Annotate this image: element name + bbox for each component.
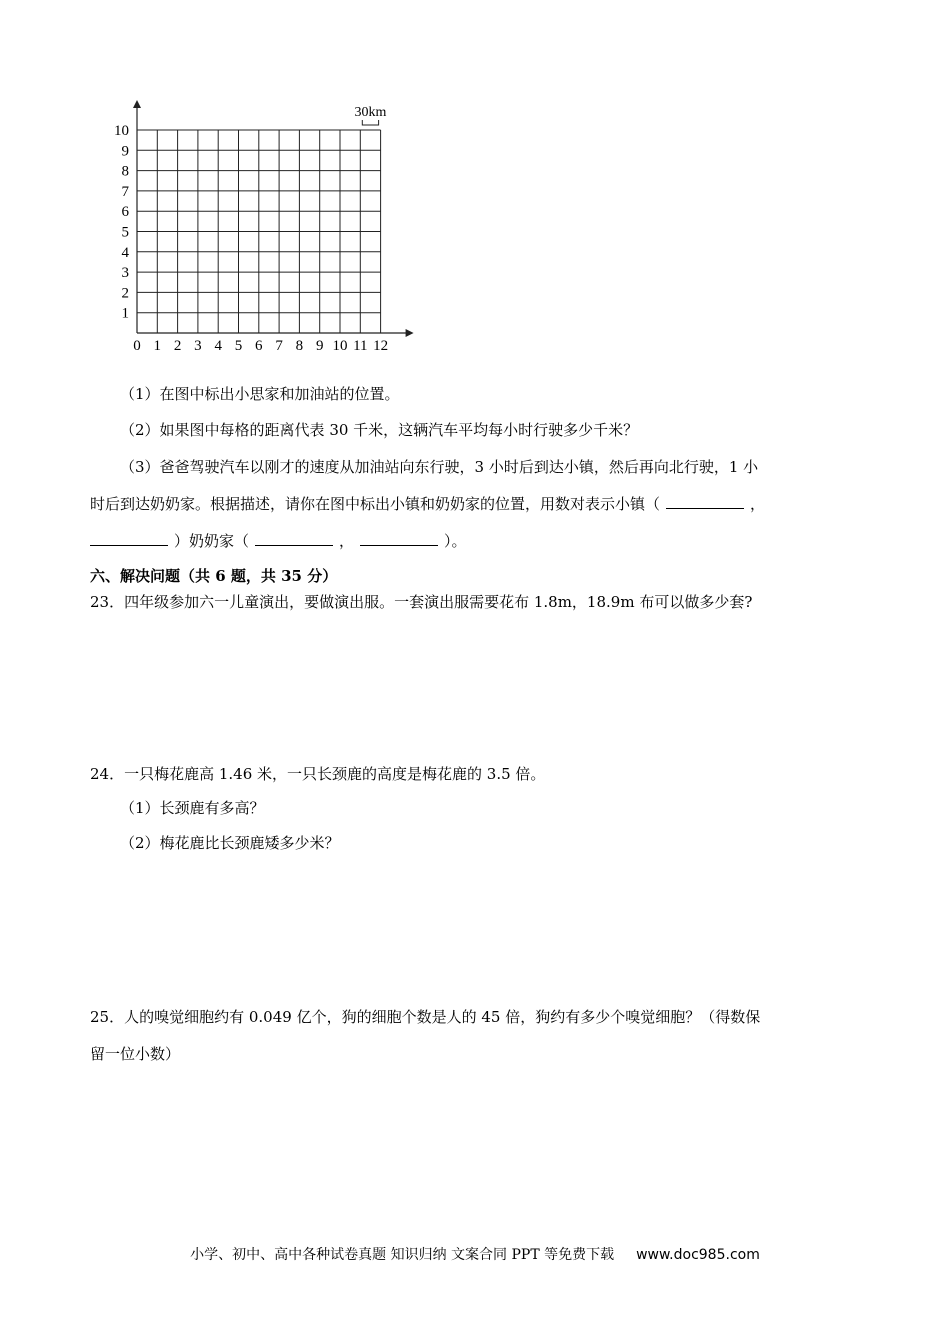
x-tick-label: 6 bbox=[255, 338, 263, 354]
x-tick-label: 3 bbox=[194, 338, 202, 354]
q25-line1: 25．人的嗅觉细胞约有 0.049 亿个，狗的细胞个数是人的 45 倍，狗约有多少个嗅觉细胞？（得数保 bbox=[90, 1008, 761, 1026]
y-tick-label: 3 bbox=[121, 265, 129, 282]
grandma-x-blank[interactable] bbox=[255, 531, 333, 546]
x-tick-label: 8 bbox=[295, 338, 304, 354]
y-tick-label: 5 bbox=[121, 224, 129, 241]
x-tick-label: 7 bbox=[275, 338, 283, 354]
y-tick-label: 9 bbox=[121, 143, 129, 160]
q22-sub3-line3 bbox=[90, 531, 467, 551]
x-tick-label: 12 bbox=[373, 338, 389, 354]
grandma-home-label: ）奶奶家（ bbox=[174, 532, 250, 550]
q24-sub2: （2）梅花鹿比长颈鹿矮多少米？ bbox=[120, 834, 340, 852]
scale-bracket bbox=[362, 120, 378, 125]
q22-sub3-line1: （3）爸爸驾驶汽车以刚才的速度从加油站向东行驶，3 小时后到达小镇，然后再向北行驶，1 小 bbox=[120, 458, 759, 476]
y-tick-label: 1 bbox=[121, 305, 129, 322]
section6-title: 六、解决问题 bbox=[90, 567, 181, 585]
q22-sub2: （2）如果图中每格的距离代表 30 千米，这辆汽车平均每小时行驶多少千米？ bbox=[120, 421, 639, 439]
q22-sub3-end: ）。 bbox=[444, 532, 467, 550]
x-tick-label: 1 bbox=[153, 338, 162, 354]
q22-sub1: （1）在图中标出小思家和加油站的位置。 bbox=[120, 385, 400, 403]
x-tick-label: 10 bbox=[332, 338, 348, 354]
x-tick-label: 2 bbox=[173, 338, 182, 354]
comma: ， bbox=[750, 495, 766, 513]
x-tick-label: 4 bbox=[214, 338, 222, 354]
y-tick-label: 8 bbox=[121, 163, 129, 180]
x-tick-label: 5 bbox=[234, 338, 243, 354]
page-footer bbox=[0, 1244, 950, 1264]
grandma-y-blank[interactable] bbox=[360, 531, 438, 546]
x-tick-label: 9 bbox=[315, 338, 324, 354]
y-tick-label: 6 bbox=[121, 204, 129, 221]
q24-sub1: （1）长颈鹿有多高？ bbox=[120, 799, 265, 817]
y-axis-arrow bbox=[133, 100, 141, 108]
y-tick-label: 2 bbox=[121, 285, 129, 302]
y-tick-label: 4 bbox=[121, 244, 129, 261]
comma: ， bbox=[339, 532, 355, 550]
footer-text: 小学、初中、高中各种试卷真题 知识归纳 文案合同 PPT 等免费下载 bbox=[190, 1247, 615, 1263]
x-axis-arrow bbox=[406, 329, 414, 337]
scale-label: 30km bbox=[354, 105, 387, 120]
town-x-blank[interactable] bbox=[666, 494, 744, 509]
q24-text: 24．一只梅花鹿高 1.46 米，一只长颈鹿的高度是梅花鹿的 3.5 倍。 bbox=[90, 765, 546, 783]
town-y-blank[interactable] bbox=[90, 531, 168, 546]
x-tick-label: 0 bbox=[133, 338, 141, 354]
x-tick-label: 11 bbox=[353, 338, 368, 354]
section6-meta: （共 6 题，共 35 分） bbox=[180, 567, 338, 585]
q23-text: 23．四年级参加六一儿童演出，要做演出服。一套演出服需要花布 1.8m，18.9m 布可以做多少套? bbox=[90, 593, 753, 611]
footer-url[interactable]: www.doc985.com bbox=[636, 1247, 760, 1263]
coordinate-grid-chart bbox=[100, 90, 420, 360]
q22-sub3-line2 bbox=[90, 494, 765, 514]
y-tick-label: 10 bbox=[114, 123, 129, 139]
q25-line2: 留一位小数） bbox=[90, 1045, 181, 1063]
section6-heading bbox=[90, 566, 337, 586]
y-tick-label: 7 bbox=[121, 183, 129, 200]
q22-sub3-line2-text: 时后到达奶奶家。根据描述，请你在图中标出小镇和奶奶家的位置，用数对表示小镇（ bbox=[90, 495, 661, 513]
